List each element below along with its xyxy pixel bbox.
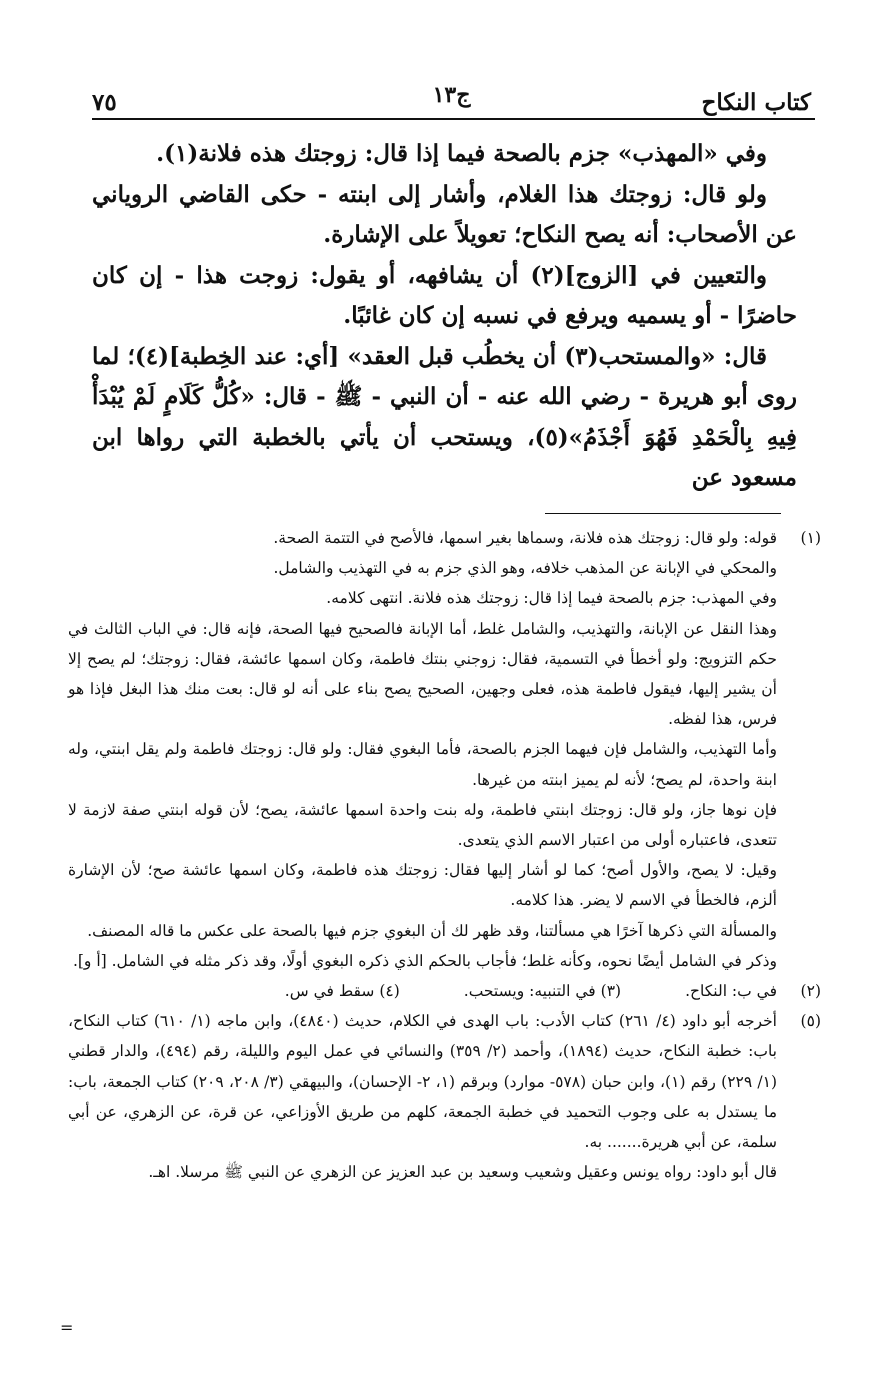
footnotes-2-4: [68, 976, 821, 1006]
footnote-line: وقيل: لا يصح، والأول أصح؛ كما لو أشار إليها فقال: زوجتك هذه فاطمة، وكان اسمها عائشة صح؛ لأن الإشارة ألزم، فالخطأ في الاسم لا يضر. هذا كلامه.: [68, 861, 777, 910]
header-rule: [92, 118, 815, 120]
footnote-text: [68, 976, 777, 1006]
footnote-number: (٢): [800, 982, 821, 1001]
footnote-line: أخرجه أبو داود (٤/ ٢٦١) كتاب الأدب: باب الهدى في الكلام، حديث (٤٨٤٠)، وابن ماجه (١/ ٦١٠) كتاب النكاح، باب: خطبة النكاح، حديث (١٨٩٤)، وأحمد (٢/ ٣٥٩) والنسائي في عمل اليوم والليلة، رقم (٤٩٤)، والدار قطني (١/ ٢٢٩) رقم (١)، وابن حبان (٥٧٨- موارد) وبرقم (١، ٢- الإحسان)، والبيهقي (٣/ ٢٠٨، ٢٠٩) كتاب الجمعة، باب: ما يستدل به على وجوب التحميد في خطبة الجمعة، كلهم من طريق الأوزاعي، عن قرة، عن الزهري، عن أبي سلمة، عن أبي هريرة....... به.: [68, 1012, 778, 1152]
volume-label: ج١٣: [432, 82, 471, 108]
footnote-number: (١): [800, 529, 821, 547]
footnote-3-text: في التنبيه: ويستحب.: [463, 982, 596, 1001]
footnote-line: وأما التهذيب، والشامل فإن فيهما الجزم بالصحة، فأما البغوي فقال: ولو قال: زوجتك فاطمة ولم يقل ابنتي، وله ابنة واحدة، لم يصح؛ لأنه لم يميز ابنته من غيرها.: [68, 740, 777, 789]
paragraph: وفي «المهذب» جزم بالصحة فيما إذا قال: زوجتك هذه فلانة(١).: [156, 140, 767, 167]
footnote-line: وفي المهذب: جزم بالصحة فيما إذا قال: زوجتك هذه فلانة. انتهى كلامه.: [326, 589, 777, 608]
footnote-text: [68, 1006, 777, 1187]
footnote-text: [68, 523, 777, 976]
footnote-number: (٣): [600, 982, 622, 1001]
footnote-2-text: في ب: النكاح.: [685, 982, 777, 1001]
continuation-mark: =: [60, 1318, 74, 1337]
paragraph-part: قال: «والمستحب(٣): [556, 342, 768, 370]
footnotes: [68, 523, 821, 1187]
footnote-1: [68, 523, 821, 976]
paragraph: [92, 337, 797, 499]
page-number: ٧٥: [92, 89, 117, 116]
footnote-5: [68, 1006, 821, 1187]
footnote-line: وهذا النقل عن الإبانة، والتهذيب، والشامل غلط، أما الإبانة فالصحيح فيها الصحة، فإنه قال: في الباب الثالث في حكم التزويج: ولو أخطأ في التسمية، فقال: زوجني بنتك فاطمة، وكان اسمها عائشة، فقال: زوجتك؛ لم يصح إلا أن يشير إليها، فيقول فاطمة هذه، فعلى وجهين، الصحيح يصح بناء على أنه لو قال: بعت منك هذا البغل فإذا هو فرس، هذا لفظه.: [68, 619, 777, 729]
footnote-line: قال أبو داود: رواه يونس وعقيل وشعيب وسعيد بن عبد العزيز عن الزهري عن النبي ﷺ مرسلا. اهـ.: [148, 1163, 777, 1182]
footnote-4: [285, 976, 400, 1006]
footnote-line: فإن نوها جاز، ولو قال: زوجتك ابنتي فاطمة، وله بنت واحدة اسمها عائشة، يصح؛ لأن قوله ابنتي صفة لازمة لا تتعدى، فاعتباره أولى من اعتبار الاسم الذي يتعدى.: [68, 800, 777, 850]
footnote-line: والمحكي في الإبانة عن المذهب خلافه، وهو الذي جزم به في التهذيب والشامل.: [273, 559, 777, 578]
paragraph-part: » [أي: عند الخِطبة](٤)؛ لما روى أبو هريرة - رضي الله عنه - أن النبي - ﷺ - قال: «كُلُّ كَلَامٍ لَمْ يُبْدَأْ فِيهِ بِالْحَمْدِ فَهُوَ أَجْذَمُ»(٥)، ويستحب أن يأتي بالخطبة التي رواها ابن مسعود عن: [92, 342, 798, 491]
footnote-number: (٤): [379, 982, 400, 1001]
paragraph: والتعيين في [الزوج](٢) أن يشافهه، أو يقول: زوجت هذا - إن كان حاضرًا - أو يسميه ويرفع في نسبه إن كان غائبًا.: [92, 261, 797, 329]
footnote-line: وذكر في الشامل أيضًا نحوه، وكأنه غلط؛ فأجاب بالحكم الذي ذكره البغوي أولًا، وقد ذكر مثله في الشامل. [أ و].: [72, 951, 777, 970]
footnote-3: [464, 976, 621, 1006]
footnote-4-text: سقط في س.: [284, 982, 375, 1001]
footnote-rule: [545, 513, 781, 514]
footnote-number: (٥): [800, 1012, 821, 1031]
book-title: كتاب النكاح: [701, 89, 811, 116]
footnote-line: قوله: ولو قال: زوجتك هذه فلانة، وسماها بغير اسمها، فالأصح في التتمة الصحة.: [273, 529, 777, 547]
running-header: [92, 72, 811, 116]
emphasized-quote: أن يخطُب قبل العقد: [361, 342, 557, 370]
paragraph: ولو قال: زوجتك هذا الغلام، وأشار إلى ابنته - حكى القاضي الروياني عن الأصحاب: أنه يصح النكاح؛ تعويلاً على الإشارة.: [92, 180, 797, 248]
footnote-line: والمسألة التي ذكرها آخرًا هي مسألتنا، وقد ظهر لك أن البغوي جزم فيها بالصحة على عكس ما قاله المصنف.: [87, 921, 777, 940]
main-text: [92, 134, 797, 499]
